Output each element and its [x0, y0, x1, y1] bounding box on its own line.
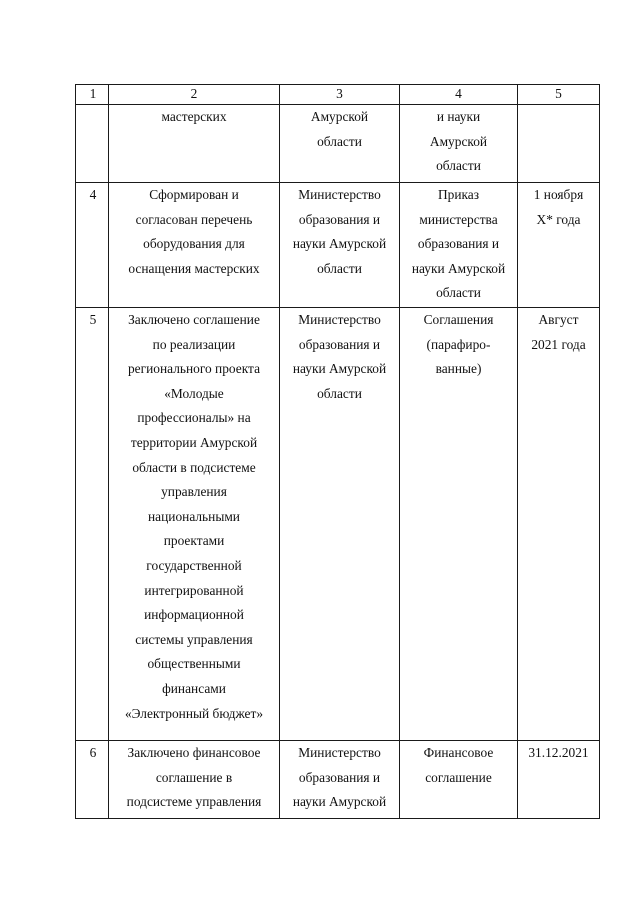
- row-number: 6: [89, 745, 97, 760]
- date-text: 31.12.2021: [528, 745, 589, 760]
- responsible-cell: [280, 183, 400, 308]
- date-text: Август 2021 года: [531, 312, 586, 352]
- responsible-text: Министерство образования и науки Амурской: [292, 745, 387, 810]
- table-row: [76, 741, 600, 819]
- header-label: 5: [555, 86, 562, 101]
- date-cell: [518, 741, 600, 819]
- header-label: 3: [336, 86, 343, 101]
- document-text: и науки Амурской области: [429, 109, 488, 174]
- responsible-text: Амурской области: [310, 109, 369, 149]
- document-table: [75, 84, 600, 819]
- header-cell-4: [400, 85, 518, 105]
- document-cell: [400, 183, 518, 308]
- table-row: [76, 308, 600, 741]
- date-cell: [518, 105, 600, 183]
- header-cell-1: [76, 85, 109, 105]
- header-label: 2: [190, 86, 198, 101]
- header-label: 1: [89, 86, 97, 101]
- row-number: 4: [89, 187, 97, 202]
- responsible-cell: [280, 105, 400, 183]
- responsible-cell: [280, 741, 400, 819]
- description-cell: [109, 308, 280, 741]
- row-number-cell: [76, 308, 109, 741]
- table-row: [76, 105, 600, 183]
- header-label: 4: [455, 86, 462, 101]
- description-text: Заключено финансовое соглашение в подсистеме управления: [126, 745, 262, 810]
- row-number: 5: [89, 312, 97, 327]
- header-cell-5: [518, 85, 600, 105]
- description-text: мастерских: [161, 109, 227, 124]
- row-number-cell: [76, 105, 109, 183]
- row-number-cell: [76, 741, 109, 819]
- responsible-text: Министерство образования и науки Амурской области: [292, 187, 387, 276]
- table-header-row: [76, 85, 600, 105]
- date-text: 1 ноября Х* года: [533, 187, 584, 227]
- date-cell: [518, 183, 600, 308]
- document-cell: [400, 105, 518, 183]
- description-cell: [109, 741, 280, 819]
- header-cell-2: [109, 85, 280, 105]
- table-row: [76, 183, 600, 308]
- document-text: Соглашения (парафиро- ванные): [423, 312, 494, 377]
- row-number-cell: [76, 183, 109, 308]
- date-cell: [518, 308, 600, 741]
- description-text: Заключено соглашение по реализации регионального проекта «Молодые профессионалы» на территории Амурской области в подсистеме управления национальными проектами государственной интегрированной информационной системы управления общественными финансами «Электронный бюджет»: [124, 312, 264, 721]
- header-cell-3: [280, 85, 400, 105]
- document-text: Финансовое соглашение: [423, 745, 494, 785]
- description-text: Сформирован и согласован перечень оборудования для оснащения мастерских: [128, 187, 260, 276]
- description-cell: [109, 183, 280, 308]
- description-cell: [109, 105, 280, 183]
- responsible-cell: [280, 308, 400, 741]
- document-cell: [400, 308, 518, 741]
- document-text: Приказ министерства образования и науки Амурской области: [411, 187, 506, 301]
- document-cell: [400, 741, 518, 819]
- responsible-text: Министерство образования и науки Амурской области: [292, 312, 387, 401]
